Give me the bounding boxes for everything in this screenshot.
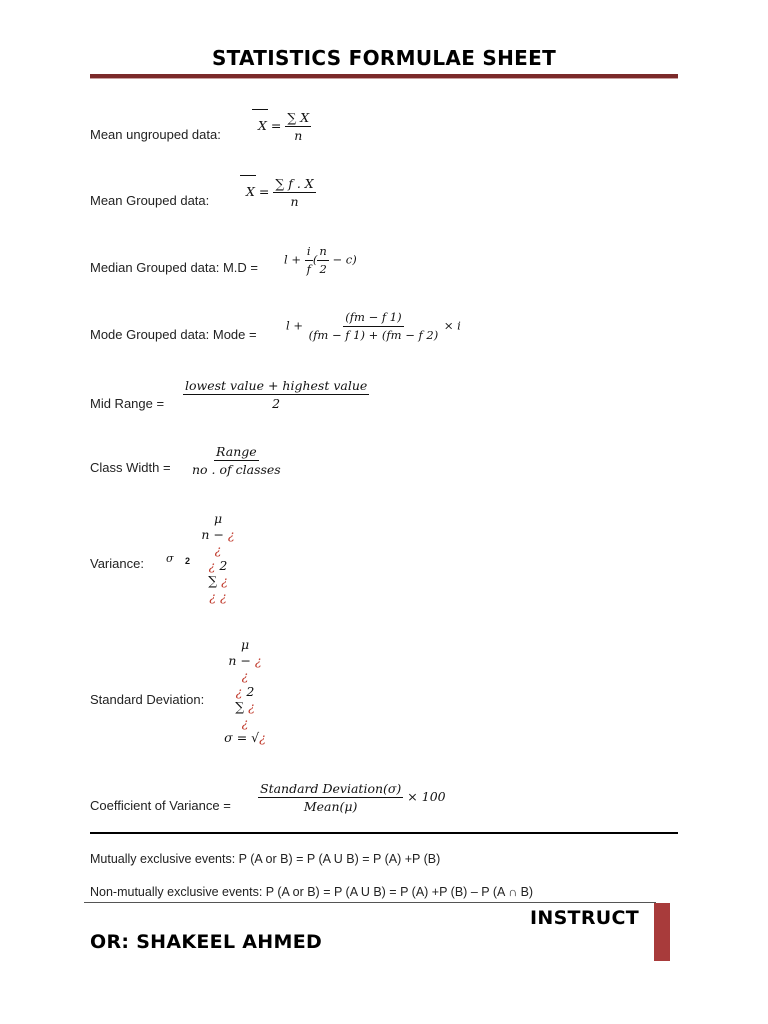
variance-sigma: σ bbox=[166, 552, 174, 565]
page-title: STATISTICS FORMULAE SHEET bbox=[211, 46, 557, 70]
stack-line: n − ¿ bbox=[228, 652, 262, 668]
formula-label-mean-ungrouped: Mean ungrouped data: bbox=[90, 127, 221, 142]
formula-label-coefficient: Coefficient of Variance = bbox=[90, 798, 231, 813]
fraction-denominator: Mean(μ) bbox=[303, 799, 358, 814]
formula-class-width bbox=[190, 444, 283, 477]
stack-line: ¿ ¿ bbox=[209, 588, 227, 604]
fraction-numerator: lowest value + highest value bbox=[185, 378, 368, 393]
footer-instructor-part1: INSTRUCT bbox=[530, 907, 639, 929]
fraction-numerator: (fm − f 1) bbox=[343, 310, 403, 327]
formula-lhs: X = bbox=[258, 118, 282, 133]
stack-line: ¿ 2 bbox=[235, 683, 255, 699]
title-underline bbox=[90, 74, 678, 79]
formula-coefficient bbox=[258, 781, 446, 814]
formula-lhs: X = bbox=[246, 184, 270, 199]
formula-label-mid-range: Mid Range = bbox=[90, 396, 165, 411]
fraction-denominator: f bbox=[306, 262, 311, 276]
formula-label-std-dev: Standard Deviation: bbox=[90, 692, 205, 707]
stack-line: μ bbox=[213, 511, 223, 526]
stack-line: μ bbox=[240, 637, 250, 652]
fraction-numerator: i bbox=[305, 244, 313, 261]
fraction-denominator: n bbox=[290, 194, 299, 209]
footer-instructor-part2: OR: SHAKEEL AHMED bbox=[90, 931, 323, 953]
variance-exponent: 2 bbox=[185, 556, 191, 566]
probability-non-mutually-exclusive: Non-mutually exclusive events: P (A or B) = P (A U B) = P (A) +P (B) – P (A ∩ B) bbox=[90, 885, 534, 899]
section-divider bbox=[90, 832, 678, 834]
fraction-numerator: ∑ f . X bbox=[275, 176, 314, 191]
footer-accent-bar bbox=[654, 903, 670, 961]
fraction-numerator: Standard Deviation(σ) bbox=[260, 781, 402, 796]
paren-open: ( bbox=[312, 252, 318, 267]
formula-label-mode: Mode Grouped data: Mode = bbox=[90, 327, 257, 342]
footer-rule bbox=[84, 902, 656, 903]
fraction-denominator: 2 bbox=[319, 262, 327, 276]
formula-suffix: × i bbox=[443, 318, 461, 333]
fraction-denominator: 2 bbox=[272, 396, 281, 411]
fraction-denominator: (fm − f 1) + (fm − f 2) bbox=[308, 328, 439, 342]
stack-line: σ = √¿ bbox=[224, 730, 266, 745]
fraction-denominator: n bbox=[294, 128, 303, 143]
formula-label-mean-grouped: Mean Grouped data: bbox=[90, 193, 210, 208]
std-dev-stack bbox=[222, 637, 268, 746]
formula-suffix: − c) bbox=[332, 252, 357, 267]
formula-median bbox=[284, 244, 357, 277]
fraction-numerator: ∑ X bbox=[287, 110, 310, 125]
variance-stack bbox=[198, 511, 238, 604]
stack-line: ¿ 2 bbox=[208, 557, 228, 573]
fraction-numerator: Range bbox=[216, 444, 257, 459]
stack-line: ∑ ¿ bbox=[208, 573, 228, 588]
fraction-denominator: no . of classes bbox=[192, 462, 281, 477]
stack-line: n − ¿ bbox=[201, 526, 235, 542]
stack-line: ∑ ¿ bbox=[235, 699, 255, 714]
stack-line: ¿ bbox=[241, 668, 249, 683]
stack-line: ¿ bbox=[214, 542, 222, 557]
probability-mutually-exclusive: Mutually exclusive events: P (A or B) = P (A U B) = P (A) +P (B) bbox=[90, 852, 441, 866]
formula-prefix: l + bbox=[284, 252, 301, 267]
formula-mean-ungrouped bbox=[258, 110, 311, 143]
formula-suffix: × 100 bbox=[407, 789, 446, 804]
formula-prefix: l + bbox=[286, 318, 303, 333]
formula-label-median: Median Grouped data: M.D = bbox=[90, 260, 259, 275]
stack-line: ¿ bbox=[241, 714, 249, 730]
fraction-numerator: n bbox=[317, 244, 328, 261]
formula-mode bbox=[286, 310, 461, 343]
formula-mean-grouped bbox=[246, 176, 316, 209]
formula-mid-range bbox=[183, 378, 369, 411]
formula-label-variance: Variance: bbox=[90, 556, 144, 571]
formula-label-class-width: Class Width = bbox=[90, 460, 171, 475]
